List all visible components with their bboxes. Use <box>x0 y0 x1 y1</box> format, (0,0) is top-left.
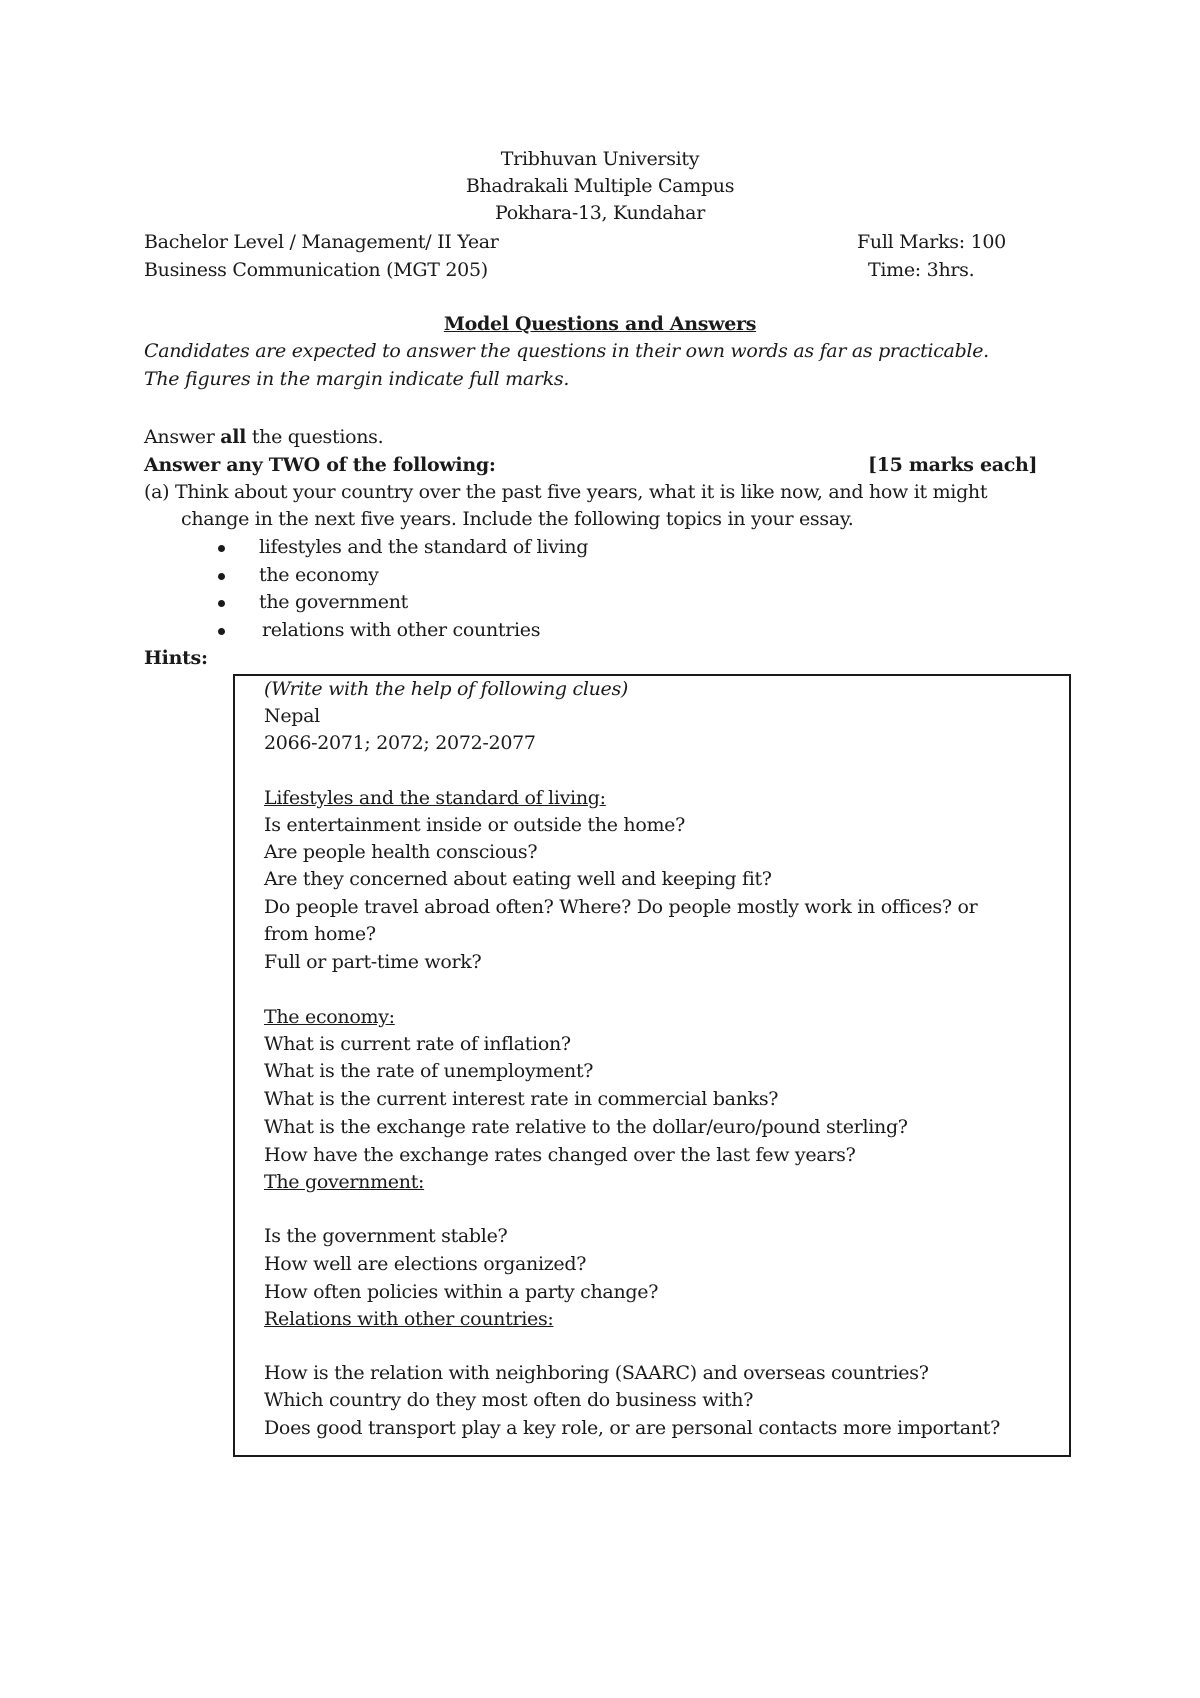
page-title: Model Questions and Answers <box>443 313 757 335</box>
full-marks: Full Marks: 100 <box>857 231 1006 253</box>
section-marks: [15 marks each] <box>868 454 1038 476</box>
topic-item: the government <box>259 591 408 613</box>
government-heading: The government: <box>264 1171 425 1193</box>
section-heading: Answer any TWO of the following: <box>144 454 496 476</box>
campus-address: Pokhara-13, Kundahar <box>494 202 705 224</box>
hints-box <box>233 674 1071 1457</box>
hints-label: Hints: <box>144 647 208 669</box>
hint-item: How well are elections organized? <box>264 1253 587 1275</box>
answer-all-bold: all <box>220 426 247 448</box>
instruction-line-2: The figures in the margin indicate full marks. <box>144 368 570 390</box>
hint-item: How have the exchange rates changed over the last few years? <box>264 1144 856 1166</box>
topic-item: lifestyles and the standard of living <box>259 536 589 558</box>
university-name: Tribhuvan University <box>500 148 700 170</box>
hint-item: Are they concerned about eating well and keeping fit? <box>264 868 772 890</box>
answer-all-prefix: Answer <box>144 426 221 448</box>
hint-item: Which country do they most often do business with? <box>264 1389 754 1411</box>
hint-item: What is current rate of inflation? <box>264 1033 571 1055</box>
course-name: Business Communication (MGT 205) <box>144 259 488 281</box>
hint-item: Are people health conscious? <box>264 841 538 863</box>
bullet-icon <box>218 628 225 635</box>
bullet-icon <box>218 573 225 580</box>
hint-item: What is the current interest rate in commercial banks? <box>264 1088 779 1110</box>
hint-item: What is the rate of unemployment? <box>264 1060 594 1082</box>
topic-item: relations with other countries <box>262 619 541 641</box>
relations-heading: Relations with other countries: <box>264 1308 554 1330</box>
answer-all-instruction <box>144 424 383 450</box>
economy-heading: The economy: <box>264 1006 395 1028</box>
exam-time: Time: 3hrs. <box>868 259 975 281</box>
lifestyle-heading: Lifestyles and the standard of living: <box>264 787 606 809</box>
hint-item: Is the government stable? <box>264 1225 508 1247</box>
hint-item: Do people travel abroad often? Where? Do people mostly work in offices? or <box>264 896 978 918</box>
instruction-line-1: Candidates are expected to answer the questions in their own words as far as practicable. <box>144 340 989 362</box>
hint-country: Nepal <box>264 705 320 727</box>
bullet-icon <box>218 600 225 607</box>
hint-item: Is entertainment inside or outside the home? <box>264 814 685 836</box>
question-a-line-2: change in the next five years. Include the following topics in your essay. <box>181 508 854 530</box>
hint-item: How often policies within a party change? <box>264 1281 659 1303</box>
hint-years: 2066-2071; 2072; 2072-2077 <box>264 732 536 754</box>
hint-item: Does good transport play a key role, or are personal contacts more important? <box>264 1417 1000 1439</box>
bullet-icon <box>218 545 225 552</box>
hint-item: How is the relation with neighboring (SAARC) and overseas countries? <box>264 1362 929 1384</box>
topic-item: the economy <box>259 564 379 586</box>
campus-name: Bhadrakali Multiple Campus <box>465 175 735 197</box>
hint-item: What is the exchange rate relative to the dollar/euro/pound sterling? <box>264 1116 908 1138</box>
hint-item: Full or part-time work? <box>264 951 482 973</box>
level-info: Bachelor Level / Management/ II Year <box>144 231 499 253</box>
question-a-line-1: (a) Think about your country over the past five years, what it is like now, and how it might <box>144 481 988 503</box>
hint-item: from home? <box>264 923 376 945</box>
clue-note: (Write with the help of following clues) <box>264 678 629 700</box>
answer-all-suffix: the questions. <box>246 426 384 448</box>
